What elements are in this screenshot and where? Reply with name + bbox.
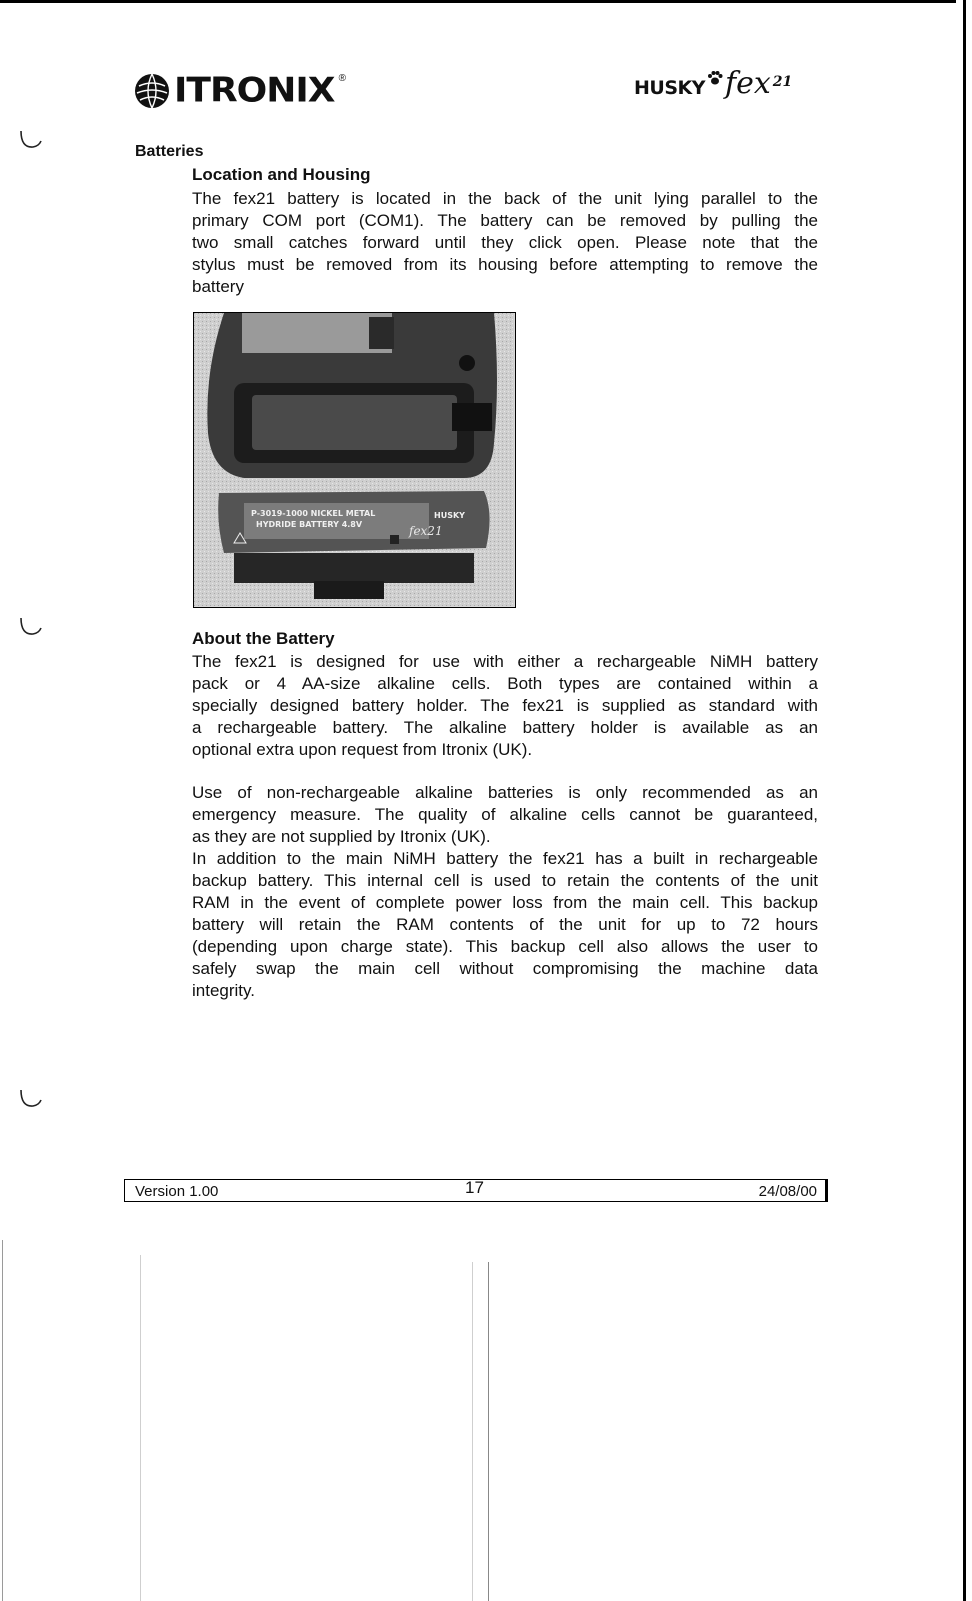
binder-hole-mark <box>19 129 43 151</box>
text-line: (depending upon charge state). This backup cell also allows the user to <box>192 937 818 956</box>
page-footer <box>124 1179 828 1202</box>
page-number: 17 <box>465 1178 484 1197</box>
registered-mark: ® <box>338 73 346 84</box>
scan-artifact-line <box>140 1255 141 1601</box>
about-paragraph-2 <box>192 782 818 1002</box>
scan-artifact-line <box>472 1262 473 1601</box>
battery-label-line1: P-3019-1000 NICKEL METAL <box>251 509 376 518</box>
text-line: Use of non-rechargeable alkaline batteries is only recommended as an <box>192 783 818 802</box>
text-line: The fex21 is designed for use with either a rechargeable NiMH battery <box>192 652 818 671</box>
globe-icon <box>133 72 171 110</box>
text-line: primary COM port (COM1). The battery can be removed by pulling the <box>192 211 818 230</box>
itronix-logo <box>133 70 346 111</box>
text-line: battery <box>192 277 244 296</box>
text-line: backup battery. This internal cell is used to retain the contents of the unit <box>192 871 818 890</box>
text-line: battery will retain the RAM contents of the unit for up to 72 hours <box>192 915 818 934</box>
text-line: stylus must be removed from its housing before attempting to remove the <box>192 255 818 274</box>
fex-wordmark: fex <box>725 66 771 101</box>
date-label: 24/08/00 <box>758 1183 817 1200</box>
text-line: two small catches forward until they click open. Please note that the <box>192 233 818 252</box>
text-line: The fex21 battery is located in the back of the unit lying parallel to the <box>192 189 818 208</box>
paw-icon <box>707 70 723 86</box>
text-line: pack or 4 AA-size alkaline cells. Both types are contained within a <box>192 674 818 693</box>
text-line: as they are not supplied by Itronix (UK). <box>192 827 491 846</box>
battery-label-brand: HUSKY <box>434 511 465 520</box>
battery-photo <box>193 312 516 608</box>
itronix-wordmark: ITRONIX <box>174 71 335 110</box>
binder-hole-mark <box>19 1088 43 1110</box>
text-line: specially designed battery holder. The fex21 is supplied as standard with <box>192 696 818 715</box>
scan-edge-line <box>2 1240 3 1601</box>
text-line: emergency measure. The quality of alkaline cells cannot be guaranteed, <box>192 805 818 824</box>
husky-fex21-logo <box>634 66 793 101</box>
right-border-line <box>963 0 966 1601</box>
battery-photo-image <box>194 313 514 606</box>
text-line: a rechargeable battery. The alkaline battery holder is available as an <box>192 718 818 737</box>
scan-artifact-line <box>488 1262 489 1601</box>
about-heading: About the Battery <box>192 629 335 648</box>
location-heading: Location and Housing <box>192 165 371 184</box>
about-paragraph-1 <box>192 651 818 761</box>
battery-label-line2: HYDRIDE BATTERY 4.8V <box>256 520 363 529</box>
battery-label-product: fex21 <box>409 524 443 538</box>
top-border-line <box>0 0 956 3</box>
text-line: safely swap the main cell without compromising the machine data <box>192 959 818 978</box>
text-line: RAM in the event of complete power loss from the main cell. This backup <box>192 893 818 912</box>
husky-wordmark: HUSKY <box>634 77 705 99</box>
location-paragraph <box>192 188 818 298</box>
binder-hole-mark <box>19 616 43 638</box>
text-line: integrity. <box>192 981 255 1000</box>
version-label: Version 1.00 <box>135 1183 219 1200</box>
model-number: 21 <box>772 74 793 90</box>
text-line: optional extra upon request from Itronix (UK). <box>192 740 533 759</box>
text-line: In addition to the main NiMH battery the fex21 has a built in rechargeable <box>192 849 818 868</box>
section-title: Batteries <box>135 143 204 160</box>
